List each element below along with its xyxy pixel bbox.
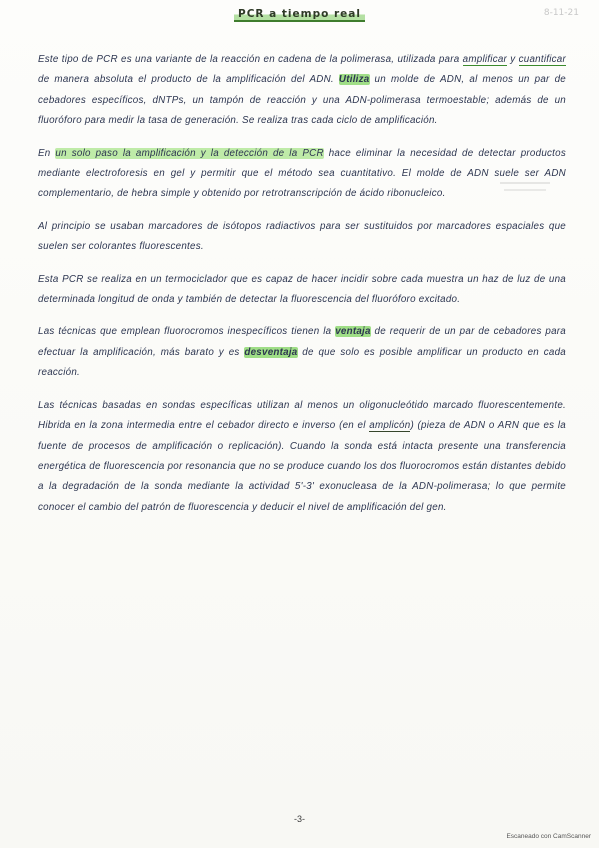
highlighted-phrase: un solo paso la amplificación y la detección de la PCR xyxy=(55,147,324,159)
highlighted-term: ventaja xyxy=(335,326,371,338)
text-run: de manera absoluta el producto de la amplificación del ADN. xyxy=(38,74,339,86)
text-run: Las técnicas basadas en sondas específicas utilizan al menos un oligonucleótido marcado fluorescentemente. Hibrida en la zona intermedia entre el cebador directo e inverso (en el xyxy=(38,399,566,432)
text-run: Las técnicas que emplean fluorocromos inespecíficos tienen la xyxy=(38,326,336,338)
highlighted-term: desventaja xyxy=(244,346,298,358)
underlined-term: cuantificar xyxy=(518,54,567,65)
text-run: Este tipo de PCR es una variante de la reacción en cadena de la polimerasa, utilizada para xyxy=(38,54,463,65)
paragraph-4: Esta PCR se realiza en un termociclador que es capaz de hacer incidir sobre cada muestra un haz de luz de una determinada longitud de onda y también de detectar la fluorescencia del fluoróforo excitado. xyxy=(38,273,566,306)
scanner-watermark: Escaneado con CamScanner xyxy=(506,833,591,840)
paragraph-6 xyxy=(38,396,566,518)
text-run: ) (pieza de ADN o ARN que es la fuente de procesos de amplificación o replicación). Cuando la sonda está intacta presente una transferencia energética de fluorescencia por resonancia que no se produce cuando los dos fluorocromos están distantes debido a la degradación de la sonda mediante la actividad 5'-3' exonucleasa de la ADN-polimerasa; lo que permite conocer el cambio del patrón de fluorescencia y deducir el nivel de amplificación del gen. xyxy=(38,420,567,513)
page-title xyxy=(0,8,599,22)
paragraph-1 xyxy=(38,50,566,132)
highlighted-term: Utiliza xyxy=(338,74,370,86)
paragraph-5 xyxy=(38,322,566,383)
text-run: de requerir de un par de cebadores para efectuar la amplificación, más barato y es xyxy=(38,326,567,358)
page-number: -3- xyxy=(294,814,305,824)
underlined-term: amplificar xyxy=(462,54,508,65)
corner-date-note: 8-11-21 xyxy=(543,8,579,18)
text-run: y xyxy=(507,54,519,65)
text-run: un molde de ADN, al menos un par de cebadores específicos, dNTPs, un tampón de reacción y una ADN-polimerasa termoestable; además de un fluoróforo para medir la tasa de generación. Se realiza tras cada ciclo de amplificación. xyxy=(38,74,566,127)
text-run: En xyxy=(38,147,56,159)
underlined-term: amplicón xyxy=(369,420,411,432)
text-run: de que solo es posible amplificar un producto en cada reacción. xyxy=(38,346,566,379)
page-title-text: PCR a tiempo real xyxy=(234,8,365,22)
paragraph-3: Al principio se usaban marcadores de isótopos radiactivos para ser sustituidos por marcadores espaciales que suelen ser colorantes fluorescentes. xyxy=(38,220,566,253)
handwritten-body xyxy=(38,50,566,530)
text-run: hace eliminar la necesidad de detectar productos mediante electroforesis en gel y permitir que el método sea cuantitativo. El molde de ADN suele ser ADN complementario, de hebra simple y obtenido por retrotranscripción de ácido ribonucleico. xyxy=(38,147,566,200)
paragraph-2 xyxy=(38,144,566,205)
